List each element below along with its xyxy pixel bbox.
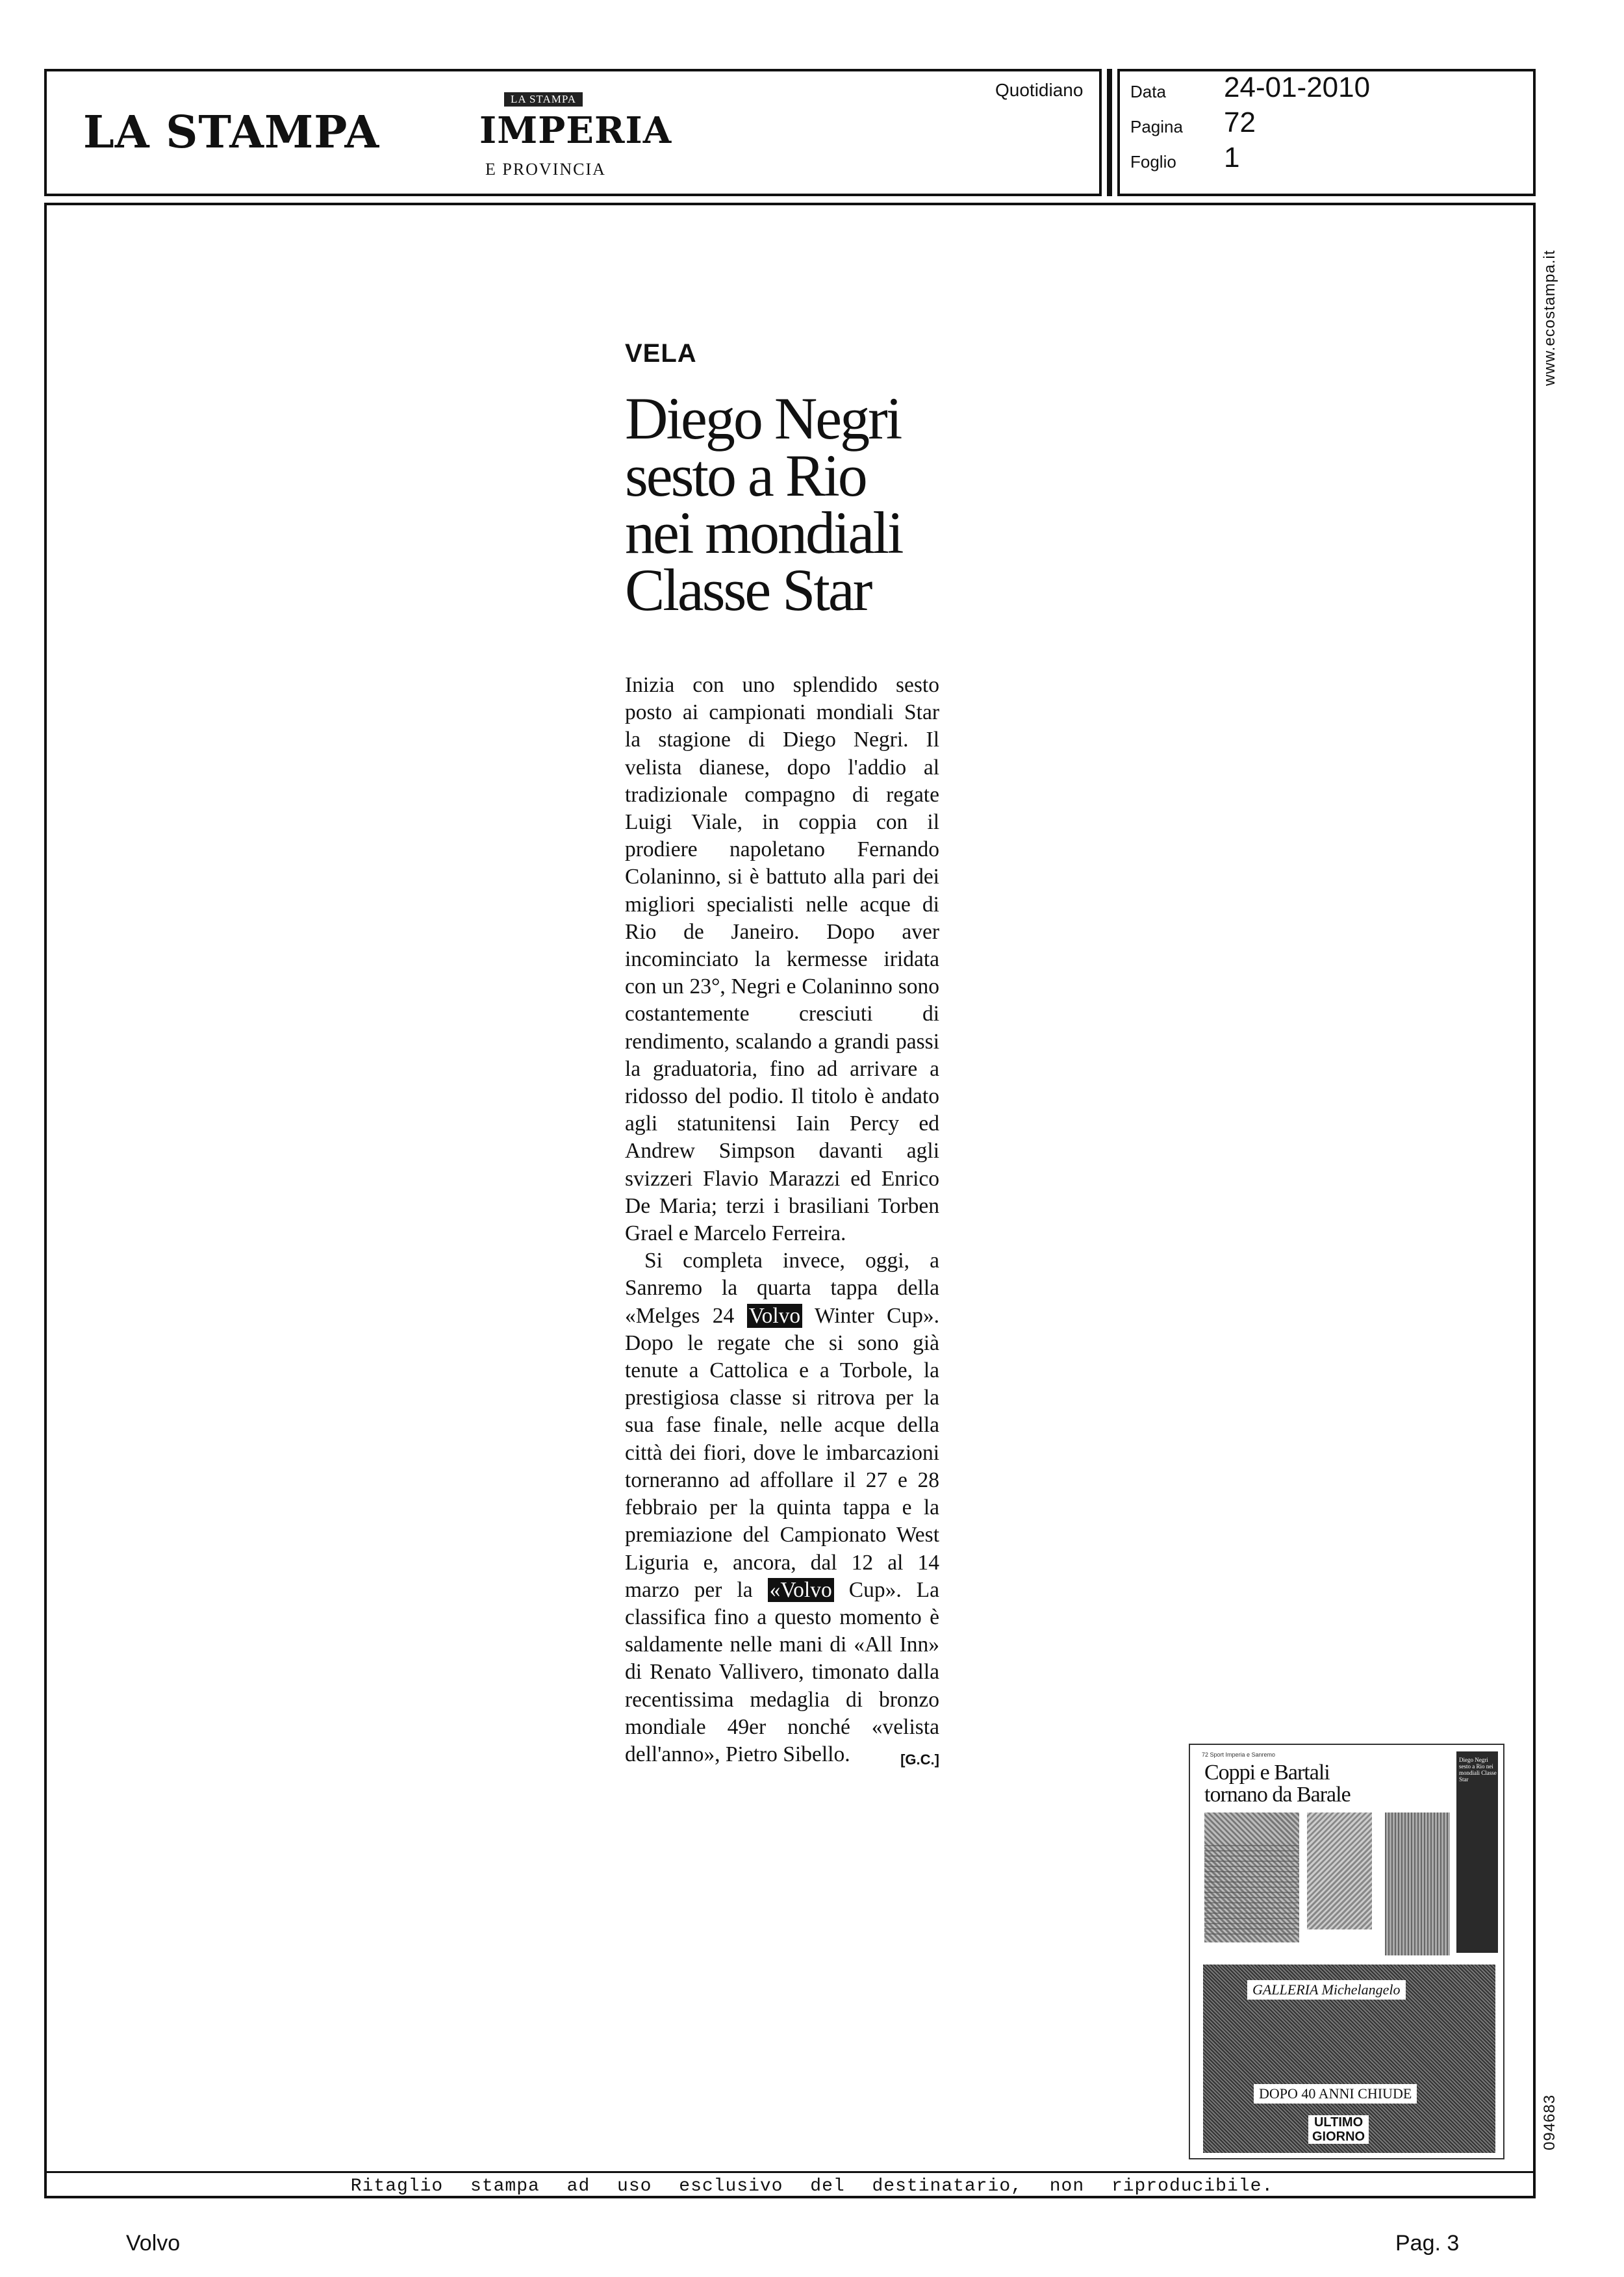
masthead-subtitle: E PROVINCIA bbox=[485, 160, 606, 179]
thumbnail-title bbox=[1204, 1762, 1351, 1806]
thumbnail-header: 72 Sport Imperia e Sanremo bbox=[1202, 1751, 1276, 1758]
client-name: Volvo bbox=[126, 2231, 181, 2256]
thumbnail-photo bbox=[1307, 1813, 1372, 1929]
disclaimer: Ritaglio stampa ad uso esclusivo del destinatario, non riproducibile. bbox=[350, 2176, 1274, 2196]
highlight-keyword: «Volvo bbox=[768, 1578, 834, 1602]
thumbnail-ad-anniversary: DOPO 40 ANNI CHIUDE bbox=[1254, 2084, 1417, 2104]
publication-type: Quotidiano bbox=[995, 80, 1084, 100]
section-label: VELA bbox=[625, 339, 697, 368]
headline-line: Classe Star bbox=[625, 557, 871, 623]
thumbnail-photo bbox=[1385, 1813, 1450, 1955]
page-number: Pag. 3 bbox=[1395, 2231, 1460, 2256]
thumbnail-ad-final bbox=[1308, 2115, 1369, 2144]
side-code: 094683 bbox=[1541, 2094, 1558, 2150]
byline: [G.C.] bbox=[900, 1751, 939, 1768]
masthead-logo: LA STAMPA bbox=[83, 107, 380, 159]
meta-value-page: 72 bbox=[1224, 107, 1256, 138]
paragraph-text: Winter Cup». Dopo le regate che si sono già tenute a Cattolica e a Torbole, la prestigiosa classe si ritrova per la sua fase finale, nelle acque della città dei fiori, dove le imbarcazioni torneranno ad affollare il 27 e 28 febbraio per la quinta tappa e la premiazione del Campionato West Liguria e, ancora, dal 12 al 14 marzo per la bbox=[625, 1303, 939, 1602]
paragraph-text: Cup». La classifica fino a questo momento è saldamente nelle mani di «All Inn» di Renato Vallivero, timonato dalla recentissima medaglia di bronzo mondiale 49er nonché «velista dell'anno», Pietro Sibello. bbox=[625, 1577, 939, 1766]
article-paragraph: Inizia con uno splendido sesto posto ai campionati mondiali Star la stagione di Diego Negri. Il velista dianese, dopo l'addio al tradizionale compagno di regate Luigi Viale, in coppia con il prodiere napoletano Fernando Colaninno, si è battuto alla pari dei migliori specialisti nelle acque di Rio de Janeiro. Dopo aver incominciato la kermesse iridata con un 23°, Negri e Colaninno sono costantemente cresciuti di rendimento, scalando a grandi passi la graduatoria, fino ad arrivare a ridosso del podio. Il titolo è andato agli statunitensi Iain Percy ed Andrew Simpson davanti agli svizzeri Flavio Marazzi ed Enrico De Maria; terzi i brasiliani Torben Grael e Marcelo Ferreira. bbox=[625, 673, 939, 1246]
thumbnail-title-line: tornano da Barale bbox=[1204, 1783, 1351, 1807]
meta-label-page: Pagina bbox=[1130, 117, 1183, 136]
thumbnail-sidebar-text: Diego Negri sesto a Rio nei mondiali Classe Star bbox=[1459, 1757, 1497, 1783]
masthead-badge: LA STAMPA bbox=[504, 92, 583, 107]
meta-label-date: Data bbox=[1130, 82, 1166, 101]
article-paragraph bbox=[625, 1247, 939, 1768]
footer-divider bbox=[44, 2171, 1536, 2173]
paragraph-text: Si completa invece, oggi, a Sanremo la quarta tappa della «Melges 24 bbox=[625, 1249, 939, 1328]
thumbnail-text-block bbox=[1204, 1844, 1299, 1935]
masthead-edition: IMPERIA bbox=[479, 109, 672, 152]
article-body bbox=[625, 672, 939, 1774]
meta-value-sheet: 1 bbox=[1224, 142, 1240, 173]
meta-value-date: 24-01-2010 bbox=[1224, 71, 1371, 103]
headline-line: Diego Negri bbox=[625, 385, 901, 452]
side-url: www.ecostampa.it bbox=[1541, 249, 1558, 386]
headline-line: sesto a Rio bbox=[625, 442, 866, 509]
thumbnail-ad-final-line: GIORNO bbox=[1312, 2130, 1365, 2144]
header-divider bbox=[1107, 69, 1112, 196]
meta-label-sheet: Foglio bbox=[1130, 152, 1176, 172]
thumbnail-ad-brand: GALLERIA Michelangelo bbox=[1247, 1980, 1406, 2000]
thumbnail-title-line: Coppi e Bartali bbox=[1204, 1761, 1330, 1785]
headline-line: nei mondiali bbox=[625, 500, 902, 566]
highlight-keyword: Volvo bbox=[747, 1304, 802, 1328]
thumbnail-ad-final-line: ULTIMO bbox=[1313, 2115, 1364, 2130]
headline bbox=[625, 385, 963, 623]
